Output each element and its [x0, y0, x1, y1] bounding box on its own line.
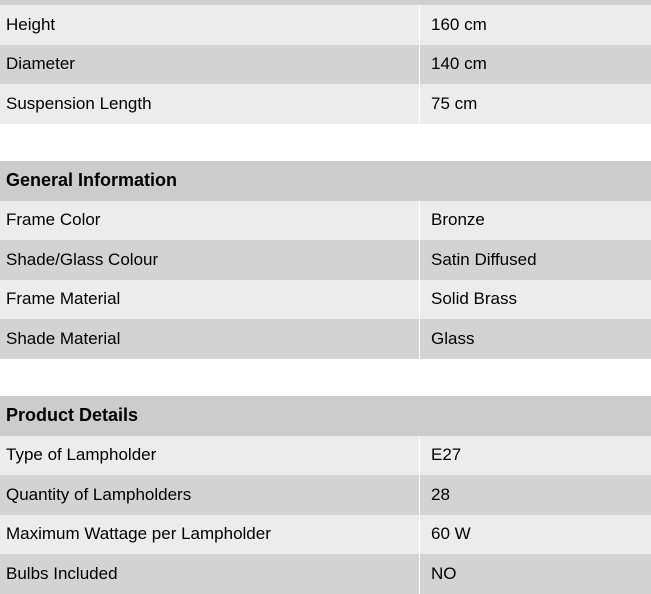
spec-label: Type of Lampholder [0, 436, 420, 476]
spec-label: Suspension Length [0, 84, 420, 124]
spec-value: 28 [431, 484, 450, 504]
table-row [0, 45, 651, 85]
spec-value: 140 cm [431, 54, 487, 74]
table-row [0, 5, 651, 45]
table-row [0, 436, 651, 476]
table-row [0, 319, 651, 359]
table-row [0, 515, 651, 555]
spec-label: Height [0, 5, 420, 45]
table-row [0, 240, 651, 280]
spec-label: Diameter [0, 45, 420, 85]
spec-label: Frame Material [0, 280, 420, 320]
spec-label: Bulbs Included [0, 554, 420, 594]
section-title: Product Details [6, 405, 139, 425]
table-row [0, 201, 651, 241]
spec-value: E27 [431, 445, 462, 465]
section-spacer [0, 359, 651, 396]
spec-value: 160 cm [431, 14, 487, 34]
table-row [0, 554, 651, 594]
spec-value: Solid Brass [431, 289, 517, 309]
spec-label: Shade/Glass Colour [0, 240, 420, 280]
spec-value: 75 cm [431, 93, 478, 113]
table-row [0, 475, 651, 515]
table-row [0, 84, 651, 124]
table-row [0, 280, 651, 320]
spec-label: Maximum Wattage per Lampholder [0, 515, 420, 555]
spec-label: Shade Material [0, 319, 420, 359]
spec-label: Quantity of Lampholders [0, 475, 420, 515]
spec-value: Satin Diffused [431, 249, 537, 269]
spec-value: 60 W [431, 524, 471, 544]
spec-label: Frame Color [0, 201, 420, 241]
section-title: General Information [6, 170, 178, 190]
section-spacer [0, 124, 651, 161]
spec-value: Bronze [431, 210, 485, 230]
general-information-section [0, 161, 651, 359]
spec-value: Glass [431, 328, 475, 348]
section-header [0, 161, 651, 201]
section-header [0, 396, 651, 436]
product-details-section [0, 396, 651, 594]
dimensions-section [0, 5, 651, 124]
spec-value: NO [431, 563, 457, 583]
